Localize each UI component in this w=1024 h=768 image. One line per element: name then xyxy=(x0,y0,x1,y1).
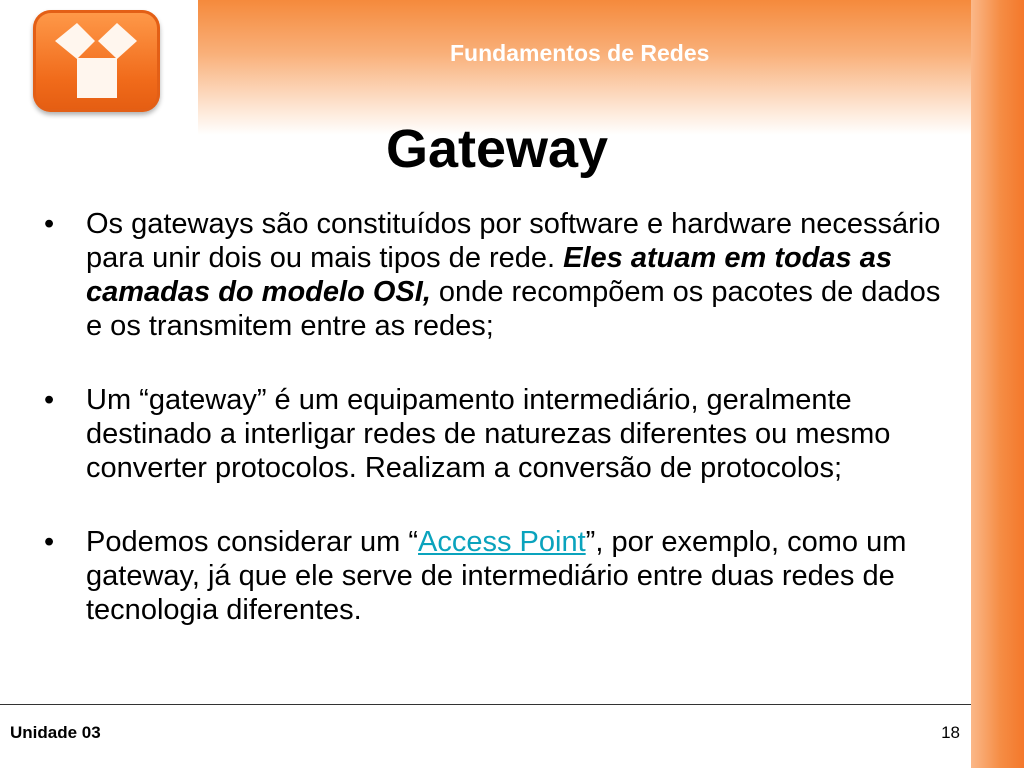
right-side-band xyxy=(971,0,1024,768)
orange-blocks-logo-icon xyxy=(33,10,160,112)
bullet-item xyxy=(44,207,944,343)
bullet-list xyxy=(44,207,944,627)
bullet-marker: • xyxy=(44,208,55,240)
slide-title: Gateway xyxy=(385,119,609,179)
bullet-text: Um “gateway” é um equipamento intermediário, geralmente destinado a interligar redes de naturezas diferentes ou mesmo converter protocolos. Realizam a conversão de protocolos; xyxy=(86,384,891,484)
bullet-item xyxy=(44,383,944,485)
bullet-text: Os gateways são constituídos por software e hardware necessário para unir dois ou mais tipos de rede. xyxy=(86,208,941,274)
bullet-text: ”, por exemplo, como um gateway, já que ele serve de intermediário entre duas redes de tecnologia diferentes. xyxy=(86,526,907,626)
bullet-text: Podemos considerar um “ xyxy=(86,526,419,558)
footer-unit-label: Unidade 03 xyxy=(10,723,101,742)
bullet-item xyxy=(44,525,944,627)
access-point-link[interactable]: Access Point xyxy=(418,526,586,558)
footer-divider xyxy=(0,704,971,705)
bullet-emphasis: Eles atuam em todas as camadas do modelo OSI, xyxy=(86,242,892,308)
header-gradient-band xyxy=(198,0,1024,135)
course-title: Fundamentos de Redes xyxy=(450,40,710,66)
bullet-text: onde recompõem os pacotes de dados e os transmitem entre as redes; xyxy=(86,276,941,342)
bullet-marker: • xyxy=(44,526,55,558)
bullet-marker: • xyxy=(44,384,55,416)
page-number: 18 xyxy=(941,723,960,742)
